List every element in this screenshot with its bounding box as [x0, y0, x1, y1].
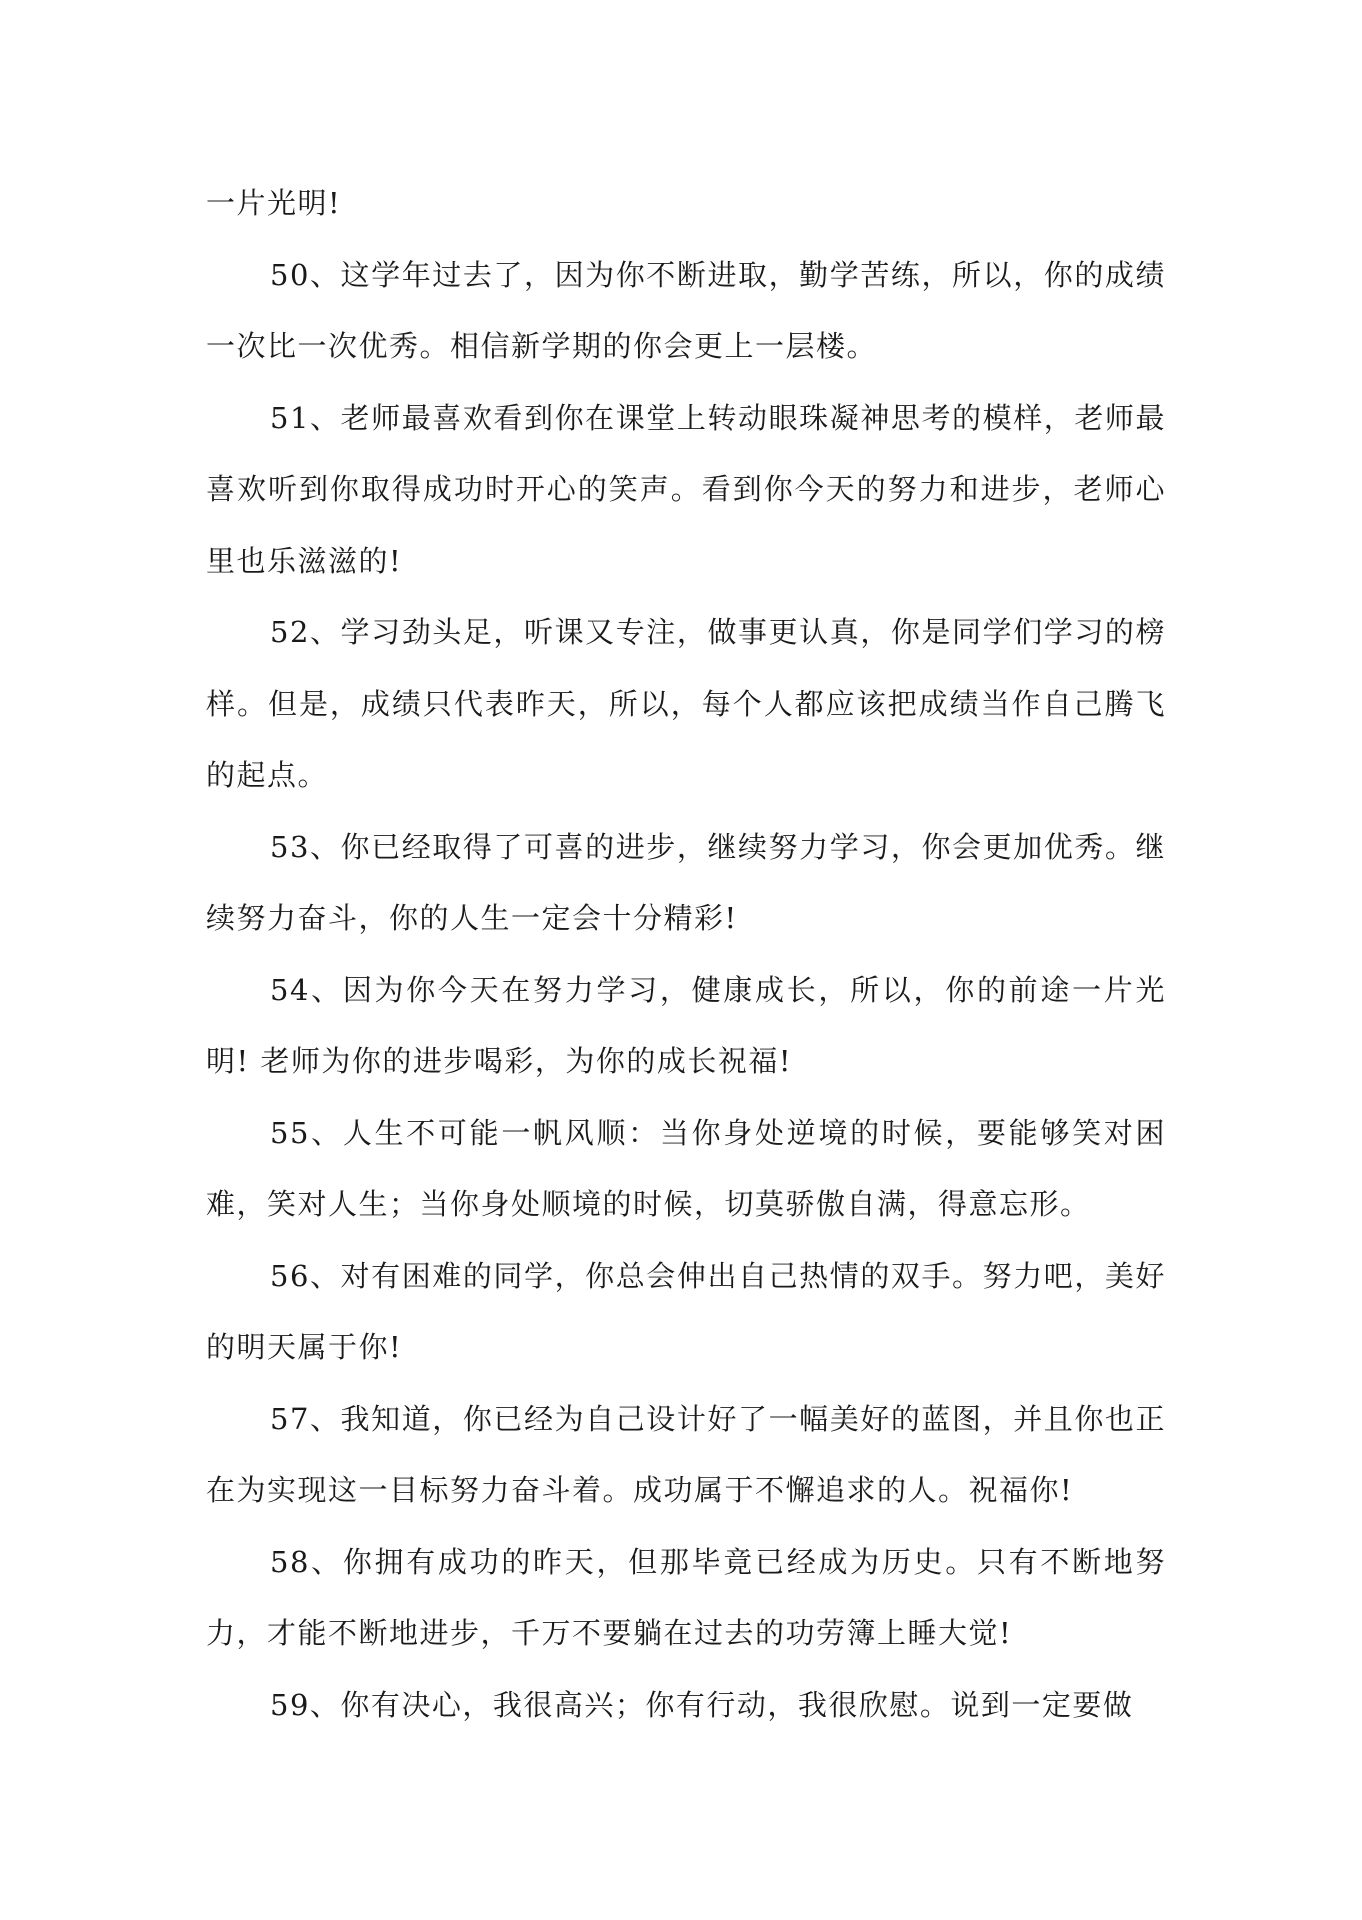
- document-body: [206, 168, 1166, 1741]
- paragraph-50: 50、这学年过去了，因为你不断进取，勤学苦练，所以，你的成绩一次比一次优秀。相信新学期的你会更上一层楼。: [206, 257, 1166, 363]
- paragraph-51: 51、老师最喜欢看到你在课堂上转动眼珠凝神思考的模样，老师最喜欢听到你取得成功时开心的笑声。看到你今天的努力和进步，老师心里也乐滋滋的!: [206, 400, 1166, 578]
- paragraph-continuation: 一片光明!: [206, 186, 342, 220]
- paragraph-59: 59、你有决心，我很高兴；你有行动，我很欣慰。说到一定要做: [270, 1687, 1134, 1722]
- paragraph-55: 55、人生不可能一帆风顺：当你身处逆境的时候，要能够笑对困难，笑对人生；当你身处顺境的时候，切莫骄傲自满，得意忘形。: [206, 1115, 1166, 1221]
- paragraph-56: 56、对有困难的同学，你总会伸出自己热情的双手。努力吧，美好的明天属于你!: [206, 1258, 1166, 1364]
- paragraph-52: 52、学习劲头足，听课又专注，做事更认真，你是同学们学习的榜样。但是，成绩只代表昨天，所以，每个人都应该把成绩当作自己腾飞的起点。: [206, 615, 1166, 792]
- paragraph-58: 58、你拥有成功的昨天，但那毕竟已经成为历史。只有不断地努力，才能不断地进步，千万不要躺在过去的功劳簿上睡大觉!: [206, 1544, 1166, 1650]
- paragraph-57: 57、我知道，你已经为自己设计好了一幅美好的蓝图，并且你也正在为实现这一目标努力奋斗着。成功属于不懈追求的人。祝福你!: [206, 1401, 1166, 1507]
- paragraph-53: 53、你已经取得了可喜的进步，继续努力学习，你会更加优秀。继续努力奋斗，你的人生一定会十分精彩!: [206, 829, 1166, 935]
- paragraph-54: 54、因为你今天在努力学习，健康成长，所以，你的前途一片光明! 老师为你的进步喝彩，为你的成长祝福!: [206, 972, 1166, 1078]
